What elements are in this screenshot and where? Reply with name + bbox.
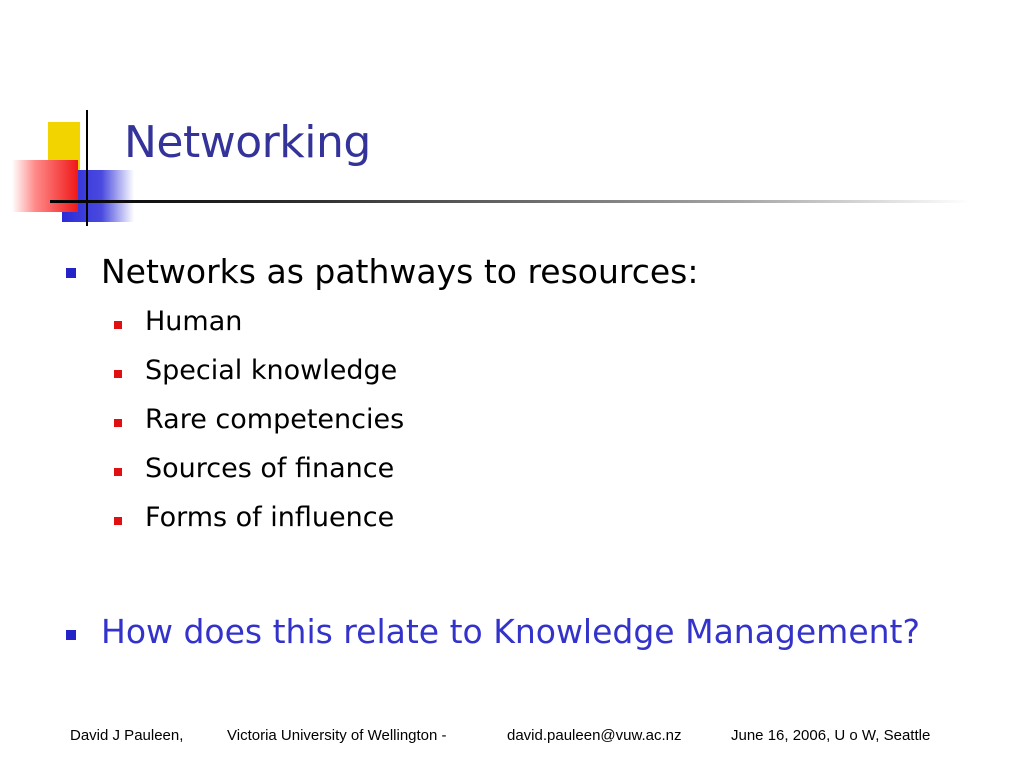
sub-bullet-text: Rare competencies: [145, 404, 405, 435]
sub-bullet-marker: [114, 468, 122, 476]
sub-bullet-marker: [114, 517, 122, 525]
footer-email: david.pauleen@vuw.ac.nz: [507, 727, 682, 744]
bullet-km-question: How does this relate to Knowledge Management?: [101, 612, 920, 651]
sub-bullet-text: Forms of influence: [145, 502, 395, 533]
decor-vertical-line: [86, 110, 88, 226]
bullet-marker: [66, 630, 76, 640]
footer-date-venue: June 16, 2006, U o W, Seattle: [731, 727, 931, 744]
slide-title: Networking: [124, 117, 371, 168]
footer-institution: Victoria University of Wellington -: [227, 727, 447, 744]
title-underline: [50, 200, 970, 203]
bullet-marker: [66, 268, 76, 278]
bullet-networks-pathways: Networks as pathways to resources:: [101, 252, 699, 291]
slide-footer: [0, 727, 1024, 747]
sub-bullet-marker: [114, 321, 122, 329]
footer-author: David J Pauleen,: [70, 727, 184, 744]
decor-red-square: [12, 160, 78, 212]
sub-bullet-marker: [114, 419, 122, 427]
sub-bullet-text: Human: [145, 306, 243, 337]
sub-bullet-text: Sources of finance: [145, 453, 395, 484]
sub-bullet-text: Special knowledge: [145, 355, 398, 386]
sub-bullet-marker: [114, 370, 122, 378]
